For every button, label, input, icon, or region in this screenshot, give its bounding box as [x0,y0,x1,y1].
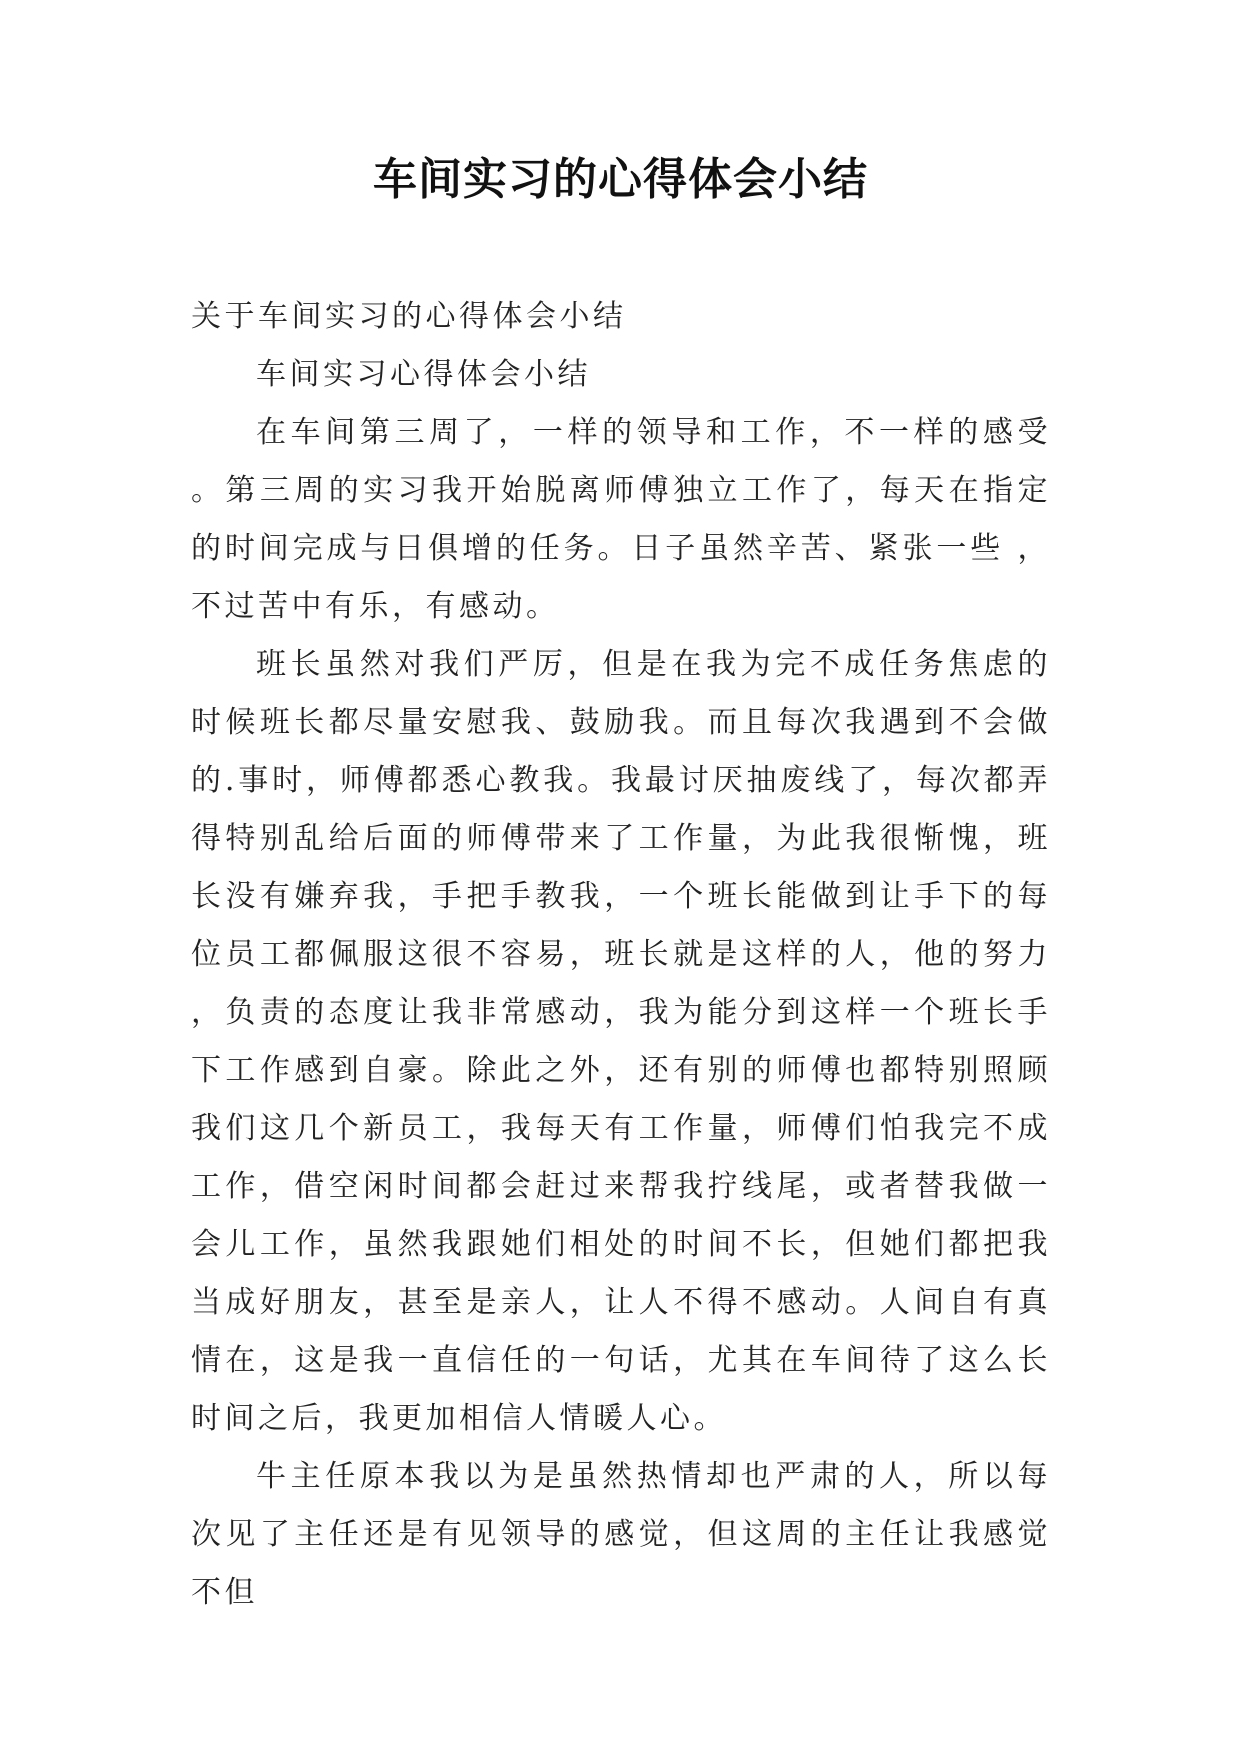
heading-line: 车间实习心得体会小结 [256,357,591,392]
paragraph-3: 牛主任原本我以为是虽然热情却也严肃的人，所以每次见了主任还是有见领导的感觉，但这周的主任让我感觉不但 [191,1459,1051,1610]
document-body [191,288,1051,1622]
document-title: 车间实习的心得体会小结 [373,154,868,205]
subtitle-line: 关于车间实习的心得体会小结 [191,299,627,334]
paragraph-1: 在车间第三周了，一样的领导和工作，不一样的感受。第三周的实习我开始脱离师傅独立工作了，每天在指定的时间完成与日俱增的任务。日子虽然辛苦、紧张一些 ，不过苦中有乐，有感动。 [191,415,1051,624]
paragraph-2: 班长虽然对我们严厉，但是在我为完不成任务焦虑的时候班长都尽量安慰我、鼓励我。而且每次我遇到不会做的.事时，师傅都悉心教我。我最讨厌抽废线了，每次都弄得特别乱给后面的师傅带来了工作量，为此我很惭愧，班长没有嫌弃我，手把手教我，一个班长能做到让手下的每位员工都佩服这很不容易，班长就是这样的人，他的努力，负责的态度让我非常感动，我为能分到这样一个班长手下工作感到自豪。除此之外，还有别的师傅也都特别照顾我们这几个新员工，我每天有工作量，师傅们怕我完不成工作，借空闲时间都会赶过来帮我拧线尾，或者替我做一会儿工作，虽然我跟她们相处的时间不长，但她们都把我当成好朋友，甚至是亲人，让人不得不感动。人间自有真情在，这是我一直信任的一句话，尤其在车间待了这么长时间之后，我更加相信人情暖人心。 [191,647,1051,1436]
